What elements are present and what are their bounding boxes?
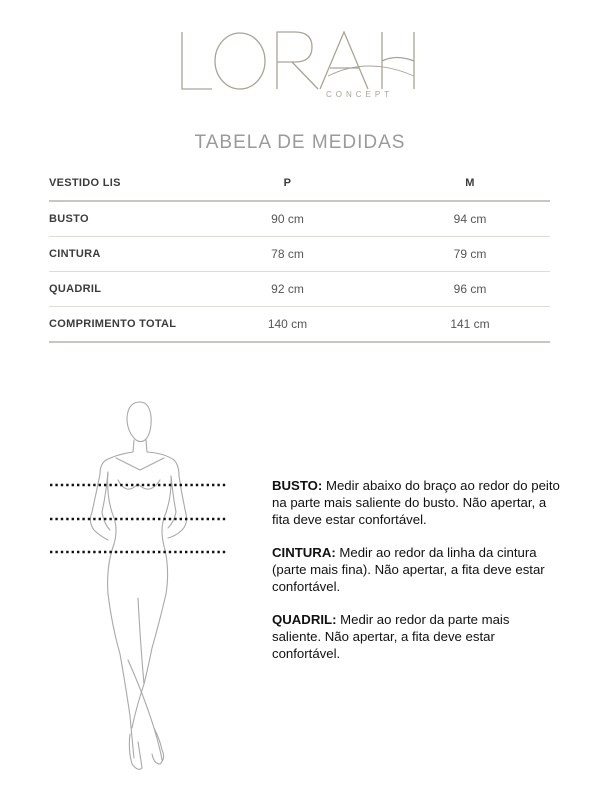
instruction-term: QUADRIL: — [272, 612, 337, 627]
brand-subtitle: CONCEPT — [326, 90, 394, 99]
cell-size-m: 141 cm — [450, 317, 490, 331]
table-header-product: VESTIDO LIS — [49, 177, 121, 189]
brand-logo — [178, 26, 422, 106]
table-row — [49, 272, 550, 307]
instruction-waist — [272, 544, 562, 595]
table-row — [49, 307, 550, 343]
cell-size-m: 79 cm — [453, 247, 487, 261]
cell-size-m: 96 cm — [453, 282, 487, 296]
instruction-text: Medir abaixo do braço ao redor do peito na parte mais saliente do busto. Não apertar, a fita deve estar confortável. — [272, 478, 560, 527]
instruction-term: BUSTO: — [272, 478, 323, 493]
cell-size-p: 140 cm — [267, 317, 308, 331]
cell-size-p: 78 cm — [271, 247, 304, 261]
size-table — [49, 166, 550, 343]
instruction-term: CINTURA: — [272, 545, 336, 560]
fashion-figure-drawing — [48, 398, 238, 780]
cell-size-p: 90 cm — [271, 212, 304, 226]
instruction-bust — [272, 477, 562, 528]
table-row — [49, 201, 550, 237]
row-label: QUADRIL — [49, 283, 102, 295]
table-row — [49, 237, 550, 272]
instruction-text: Medir ao redor da parte mais saliente. Não apertar, a fita deve estar confortável. — [272, 612, 510, 661]
measurement-instructions — [272, 477, 562, 678]
row-label: COMPRIMENTO TOTAL — [49, 318, 177, 330]
page-title: TABELA DE MEDIDAS — [194, 132, 406, 153]
table-header-size-m: M — [465, 177, 475, 189]
row-label: BUSTO — [49, 213, 89, 225]
body-measurement-illustration — [48, 398, 238, 780]
instruction-hip — [272, 611, 562, 662]
cell-size-p: 92 cm — [271, 282, 304, 296]
instruction-text: Medir ao redor da linha da cintura (parte mais fina). Não apertar, a fita deve estar confortável. — [272, 545, 545, 594]
cell-size-m: 94 cm — [453, 212, 487, 226]
lorah-wordmark — [178, 26, 422, 96]
table-header-size-p: P — [283, 177, 292, 189]
table-header-row — [49, 166, 550, 201]
row-label: CINTURA — [49, 248, 101, 260]
